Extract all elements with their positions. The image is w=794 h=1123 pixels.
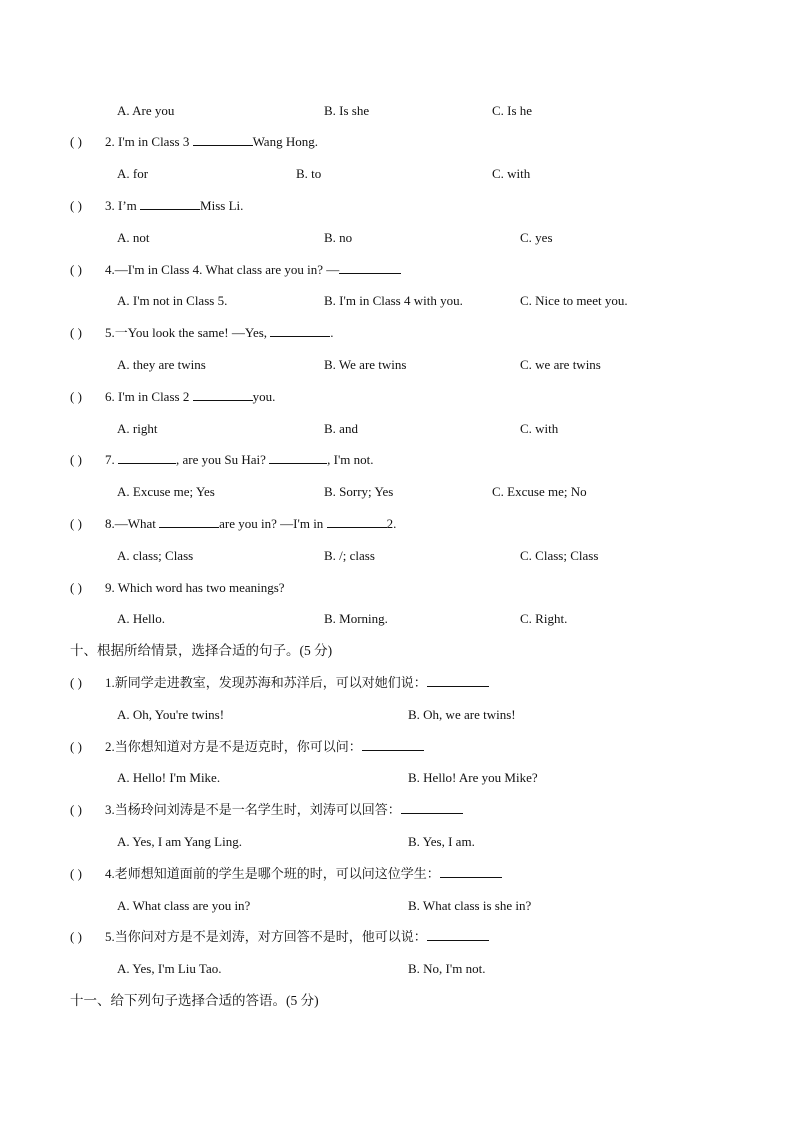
option-a: A. Hello. [117,611,166,626]
option-row [0,609,794,629]
option-b: B. and [324,421,358,436]
question-row [0,260,794,280]
option-a: A. not [117,230,150,245]
answer-parentheses[interactable]: ( ) [70,325,82,340]
answer-parentheses[interactable]: ( ) [70,452,82,467]
option-b: B. Oh, we are twins! [408,707,516,722]
question-row [0,927,794,947]
answer-parentheses[interactable]: ( ) [70,262,82,277]
question-row [0,578,794,598]
answer-parentheses[interactable]: ( ) [70,389,82,404]
answer-blank[interactable] [427,674,489,687]
option-b: B. I'm in Class 4 with you. [324,293,463,308]
option-a: A. right [117,421,158,436]
option-row [0,482,794,502]
question-text: 4.老师想知道面前的学生是哪个班的时，可以问这位学生： [105,864,502,884]
answer-parentheses[interactable]: ( ) [70,675,82,690]
option-row [0,101,794,121]
option-c: C. we are twins [520,357,601,372]
option-row [0,768,794,788]
question-text: 5.一You look the same! —Yes, . [105,325,334,340]
option-row [0,355,794,375]
answer-parentheses[interactable]: ( ) [70,580,82,595]
option-c: C. Right. [520,611,568,626]
section-heading-row [0,641,794,661]
option-row [0,896,794,916]
question-text: 5.当你问对方是不是刘涛，对方回答不是时，他可以说： [105,927,489,947]
question-row [0,323,794,343]
answer-blank[interactable] [270,324,330,337]
question-row [0,800,794,820]
question-row [0,196,794,216]
option-row [0,832,794,852]
option-row [0,959,794,979]
question-text: 6. I'm in Class 2 you. [105,389,276,404]
option-b: B. to [296,166,322,181]
answer-parentheses[interactable]: ( ) [70,198,82,213]
option-b: B. No, I'm not. [408,961,486,976]
answer-blank[interactable] [440,865,502,878]
answer-parentheses[interactable]: ( ) [70,739,82,754]
option-b: B. Morning. [324,611,388,626]
option-a: A. Hello! I'm Mike. [117,770,221,785]
option-c: C. Excuse me; No [492,484,587,499]
option-a: A. Yes, I'm Liu Tao. [117,961,222,976]
option-c: C. with [520,421,559,436]
answer-parentheses[interactable]: ( ) [70,929,82,944]
answer-blank[interactable] [401,801,463,814]
answer-parentheses[interactable]: ( ) [70,802,82,817]
answer-blank[interactable] [140,197,200,210]
option-c: C. Is he [492,103,533,118]
option-row [0,419,794,439]
question-row [0,514,794,534]
question-row [0,673,794,693]
answer-blank[interactable] [362,738,424,751]
option-row [0,546,794,566]
option-row [0,164,794,184]
question-text: 3. I’m Miss Li. [105,198,244,213]
section-heading-row [0,991,794,1011]
question-row [0,387,794,407]
question-row [0,450,794,470]
answer-blank[interactable] [327,515,387,528]
question-row [0,864,794,884]
answer-parentheses[interactable]: ( ) [70,866,82,881]
option-a: A. Oh, You're twins! [117,707,225,722]
answer-blank[interactable] [193,133,253,146]
option-b: B. Hello! Are you Mike? [408,770,538,785]
option-row [0,705,794,725]
option-b: B. no [324,230,353,245]
answer-parentheses[interactable]: ( ) [70,134,82,149]
question-row [0,737,794,757]
answer-blank[interactable] [269,451,327,464]
answer-parentheses[interactable]: ( ) [70,516,82,531]
section-heading: 十一、给下列句子选择合适的答语。(5 分) [70,993,319,1008]
question-text: 2. I'm in Class 3 Wang Hong. [105,134,318,149]
question-text: 9. Which word has two meanings? [105,580,285,595]
option-a: A. Yes, I am Yang Ling. [117,834,242,849]
option-b: B. Is she [324,103,370,118]
option-row [0,228,794,248]
question-text: 8.—What are you in? —I'm in 2. [105,516,397,531]
answer-blank[interactable] [339,261,401,274]
option-b: B. Sorry; Yes [324,484,394,499]
section-heading: 十、根据所给情景，选择合适的句子。(5 分) [70,643,333,658]
option-c: C. Class; Class [520,548,599,563]
answer-blank[interactable] [427,928,489,941]
option-a: A. class; Class [117,548,194,563]
question-text: 7. , are you Su Hai? , I'm not. [105,452,374,467]
question-text: 1.新同学走进教室，发现苏海和苏洋后，可以对她们说： [105,673,489,693]
question-row [0,132,794,152]
option-c: C. with [492,166,531,181]
question-text: 3.当杨玲问刘涛是不是一名学生时，刘涛可以回答： [105,800,463,820]
option-a: A. they are twins [117,357,206,372]
option-b: B. /; class [324,548,375,563]
option-b: B. We are twins [324,357,407,372]
option-row [0,291,794,311]
question-text: 4.—I'm in Class 4. What class are you in? — [105,260,401,280]
option-a: A. I'm not in Class 5. [117,293,228,308]
option-a: A. Excuse me; Yes [117,484,215,499]
option-a: A. for [117,166,149,181]
option-c: C. Nice to meet you. [520,293,628,308]
question-text: 2.当你想知道对方是不是迈克时，你可以问： [105,737,424,757]
option-a: A. What class are you in? [117,898,251,913]
answer-blank[interactable] [193,388,253,401]
option-b: B. What class is she in? [408,898,532,913]
answer-blank[interactable] [159,515,219,528]
option-a: A. Are you [117,103,175,118]
option-c: C. yes [520,230,553,245]
option-b: B. Yes, I am. [408,834,475,849]
answer-blank[interactable] [118,451,176,464]
